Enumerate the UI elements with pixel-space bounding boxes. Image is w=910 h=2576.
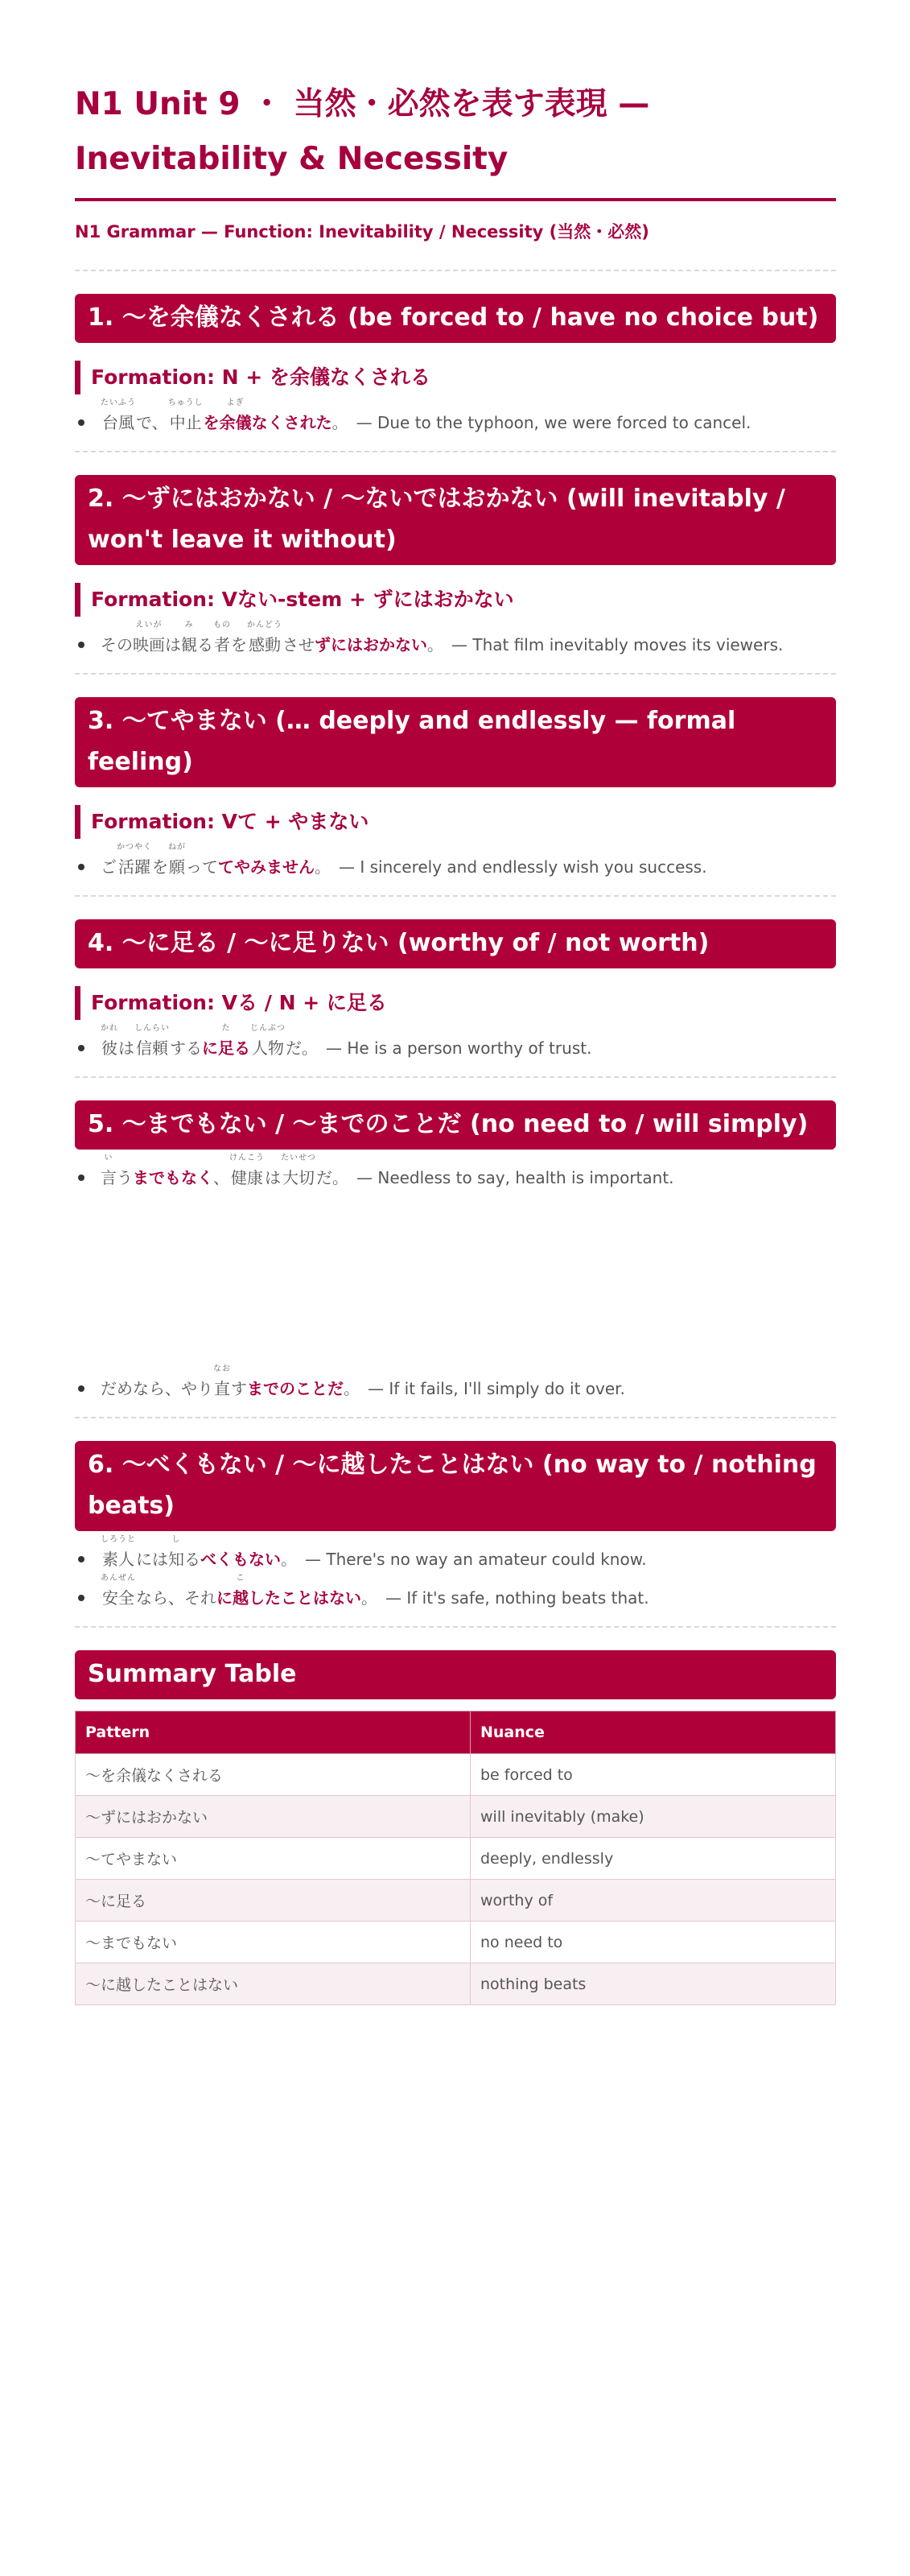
sentence-text [101, 842, 117, 881]
example-line [101, 1153, 674, 1191]
furigana [265, 1153, 281, 1164]
formation-label: Formation: Vて + やまない [75, 805, 836, 839]
sentence-text [202, 1023, 218, 1062]
section-heading: 5. 〜までもない / 〜までのことだ (no need to / will simply) [75, 1100, 836, 1150]
furigana: よぎ [226, 398, 245, 407]
furigana [231, 620, 247, 631]
grammar-highlight: したことはない [249, 1588, 361, 1608]
furigana: しんらい [134, 1024, 170, 1033]
base-text: は [265, 1168, 281, 1187]
furigana [101, 620, 133, 631]
base-text: 健康 [231, 1168, 263, 1187]
table-header-row [76, 1711, 836, 1754]
base-text: 。 [427, 635, 443, 654]
sentence-text [281, 1534, 297, 1573]
base-text: 知 [168, 1550, 184, 1569]
section-heading: 2. 〜ずにはおかない / 〜ないではおかない (will inevitably / won't leave it without) [75, 475, 836, 565]
sentence-text [427, 620, 443, 658]
ruby-word [101, 398, 136, 436]
bullet-icon [78, 419, 84, 426]
sentence-text [282, 620, 315, 658]
sentence-text [249, 1573, 361, 1612]
base-text: には [136, 1550, 168, 1569]
sentence-text [315, 620, 427, 658]
nuance-cell: be forced to [471, 1754, 836, 1796]
furigana [218, 842, 315, 853]
section-heading: 3. 〜てやまない (… deeply and endlessly — formal feeling) [75, 697, 836, 787]
sentence-text [170, 1023, 202, 1062]
furigana: い [104, 1154, 113, 1162]
furigana [118, 1023, 134, 1034]
sentence-text [101, 1364, 213, 1402]
base-text: を [231, 635, 247, 654]
bullet-icon [78, 864, 84, 870]
ruby-word [233, 1573, 249, 1612]
grammar-highlight: 越 [233, 1588, 249, 1608]
base-text: 観 [181, 635, 197, 654]
base-text: だめなら、やり [101, 1379, 213, 1398]
furigana: けんこう [229, 1154, 265, 1162]
furigana [361, 1573, 377, 1584]
base-text: 人物 [252, 1038, 284, 1058]
sentence-text [152, 842, 168, 881]
section-heading: 6. 〜べくもない / 〜に越したことはない (no way to / nothing beats) [75, 1441, 836, 1531]
ruby-word [133, 620, 165, 658]
base-text: る [184, 1550, 200, 1569]
english-gloss: — I sincerely and endlessly wish you success. [339, 857, 707, 877]
sentence-text [118, 1023, 134, 1062]
example-line [101, 1573, 649, 1612]
furigana [202, 1023, 218, 1034]
base-text: だ。 [316, 1168, 348, 1187]
table-row [76, 1922, 836, 1963]
furigana [170, 1023, 202, 1034]
furigana [286, 1023, 318, 1034]
furigana: ねが [168, 843, 186, 852]
table-row [76, 1963, 836, 2005]
furigana: かんどう [247, 621, 282, 630]
furigana [152, 842, 168, 853]
pattern-cell: 〜ずにはおかない [76, 1796, 471, 1838]
ruby-word [101, 1534, 136, 1573]
table-row [76, 1838, 836, 1880]
ruby-word [213, 1364, 231, 1402]
sentence-text [184, 1534, 200, 1573]
furigana [136, 398, 168, 409]
base-text: 感動 [249, 635, 281, 654]
furigana [165, 620, 181, 631]
example-sentence [75, 842, 836, 881]
furigana: み [184, 621, 194, 630]
grammar-highlight: に [216, 1588, 233, 1608]
grammar-highlight: なくされた [251, 413, 332, 432]
base-text: 者 [214, 635, 230, 654]
formation-label: Formation: N + を余儀なくされる [75, 361, 836, 394]
base-text: ご [101, 857, 117, 877]
sentence-text [231, 1364, 247, 1402]
bullet-icon [78, 1556, 84, 1563]
sentence-text [133, 1153, 213, 1191]
furigana [282, 620, 315, 631]
bullet-icon [78, 642, 84, 648]
base-text: 台風 [102, 413, 134, 432]
furigana [316, 1153, 348, 1164]
pattern-cell: 〜に越したことはない [76, 1963, 471, 2005]
ruby-word [101, 1573, 136, 1612]
furigana [101, 842, 117, 853]
furigana [213, 1153, 229, 1164]
ruby-word [134, 1023, 170, 1062]
base-text: 大切 [282, 1168, 315, 1187]
sentence-text [200, 1534, 281, 1573]
furigana [136, 1534, 168, 1546]
furigana: た [221, 1024, 231, 1033]
furigana [247, 1364, 344, 1375]
sentence-text [361, 1573, 377, 1612]
example-sentence [75, 1023, 836, 1062]
base-text: 直 [214, 1379, 230, 1398]
furigana: し [171, 1535, 181, 1544]
furigana: じんぶつ [250, 1024, 286, 1033]
sentence-text [136, 398, 168, 436]
base-text: 。 [281, 1550, 297, 1569]
base-text: 。 [344, 1379, 360, 1398]
bullet-icon [78, 1385, 84, 1392]
ruby-word [181, 620, 197, 658]
furigana [252, 398, 332, 409]
example-line [101, 398, 751, 436]
section-heading: 4. 〜に足る / 〜に足りない (worthy of / not worth) [75, 919, 836, 968]
example-sentence [75, 1364, 836, 1402]
ruby-word [229, 1153, 265, 1191]
sentence-text [315, 842, 331, 881]
pattern-cell: 〜に足る [76, 1880, 471, 1922]
base-text: う [117, 1168, 133, 1187]
english-gloss: — Due to the typhoon, we were forced to cancel. [356, 413, 751, 432]
bullet-icon [78, 1595, 84, 1601]
summary-table [75, 1711, 836, 2005]
example-line [101, 620, 783, 658]
nuance-cell: worthy of [471, 1880, 836, 1922]
ruby-word [168, 842, 186, 881]
sentence-text [231, 620, 247, 658]
column-header: Nuance [471, 1711, 836, 1754]
grammar-highlight: に [202, 1038, 218, 1058]
base-text: って [186, 857, 218, 877]
english-gloss: — He is a person worthy of trust. [326, 1038, 592, 1058]
base-text: 彼 [101, 1038, 117, 1058]
base-text: 素人 [102, 1550, 134, 1569]
table-row [76, 1754, 836, 1796]
sentence-text [186, 842, 218, 881]
example-sentence [75, 1534, 836, 1573]
base-text: は [118, 1038, 134, 1058]
ruby-word [247, 620, 282, 658]
document [75, 0, 836, 2005]
base-text: を [152, 857, 168, 877]
grammar-highlight: を [203, 413, 220, 432]
furigana: かれ [101, 1024, 118, 1033]
base-text: なら、それ [136, 1588, 216, 1608]
furigana [186, 842, 218, 853]
grammar-highlight: べくもない [200, 1550, 281, 1569]
furigana [204, 398, 220, 409]
base-text: 中止 [169, 413, 202, 432]
sentence-text [136, 1573, 216, 1612]
example-sentence [75, 620, 836, 658]
section-heading: 1. 〜を余儀なくされる (be forced to / have no choice but) [75, 294, 836, 343]
pattern-cell: 〜までもない [76, 1922, 471, 1963]
base-text: 安全 [102, 1588, 134, 1608]
sentence-text [165, 620, 181, 658]
nuance-cell: nothing beats [471, 1963, 836, 2005]
furigana: かつやく [117, 843, 152, 852]
furigana [344, 1364, 360, 1375]
english-gloss: — If it fails, I'll simply do it over. [368, 1379, 625, 1398]
sentence-text [204, 398, 220, 436]
ruby-word [250, 1023, 286, 1062]
furigana [101, 1364, 213, 1375]
furigana: しろうと [101, 1535, 136, 1544]
sentence-text [117, 1153, 133, 1191]
base-text: は [165, 635, 181, 654]
furigana [315, 842, 331, 853]
english-gloss: — If it's safe, nothing beats that. [385, 1588, 649, 1608]
furigana: たいせつ [281, 1154, 316, 1162]
sentence-text [252, 398, 332, 436]
sentence-text [332, 398, 348, 436]
furigana: たいふう [101, 398, 136, 407]
nuance-cell: will inevitably (make) [471, 1796, 836, 1838]
pattern-cell: 〜を余儀なくされる [76, 1754, 471, 1796]
sentence-text [197, 620, 213, 658]
example-sentence [75, 398, 836, 436]
ruby-word [213, 620, 231, 658]
grammar-highlight: てやみません [218, 857, 315, 877]
base-text: 願 [169, 857, 185, 877]
furigana [332, 398, 348, 409]
ruby-word [168, 398, 204, 436]
example-sentence [75, 1573, 836, 1612]
furigana [427, 620, 443, 631]
furigana: なお [213, 1364, 231, 1373]
sentence-text [216, 1573, 233, 1612]
furigana [216, 1573, 233, 1584]
sentence-text [316, 1153, 348, 1191]
base-text: 、 [213, 1168, 229, 1187]
base-text: 。 [361, 1588, 377, 1608]
ruby-word [281, 1153, 316, 1191]
title-rule [75, 198, 836, 201]
furigana [315, 620, 427, 631]
base-text: 。 [331, 413, 348, 432]
table-row [76, 1880, 836, 1922]
grammar-highlight: までのことだ [247, 1379, 344, 1398]
grammar-highlight: までもなく [133, 1168, 213, 1187]
bullet-icon [78, 1174, 84, 1181]
furigana [231, 1364, 247, 1375]
sentence-text [286, 1023, 318, 1062]
summary-heading: Summary Table [75, 1650, 836, 1699]
ruby-word [101, 1023, 118, 1062]
example-line [101, 1023, 591, 1062]
furigana: えいが [135, 621, 163, 630]
sentence-text [265, 1153, 281, 1191]
furigana [281, 1534, 297, 1546]
sentence-text [234, 1023, 250, 1062]
pattern-cell: 〜てやまない [76, 1838, 471, 1880]
furigana: あんぜん [101, 1574, 136, 1583]
english-gloss: — That film inevitably moves its viewers. [451, 635, 784, 654]
base-text: す [231, 1379, 247, 1398]
furigana [184, 1534, 200, 1546]
sentence-text [247, 1364, 344, 1402]
ruby-word [117, 842, 152, 881]
furigana [133, 1153, 213, 1164]
base-text: る [197, 635, 213, 654]
nuance-cell: no need to [471, 1922, 836, 1963]
sentence-text [136, 1534, 168, 1573]
sentence-text [218, 842, 315, 881]
ruby-word [220, 398, 252, 436]
formation-label: Formation: Vない-stem + ずにはおかない [75, 583, 836, 617]
example-line [101, 1364, 625, 1402]
formation-label: Formation: Vる / N + に足る [75, 986, 836, 1020]
furigana [234, 1023, 250, 1034]
page-subtitle: N1 Grammar — Function: Inevitability / Necessity (当然・必然) [75, 222, 649, 242]
base-text: 映画 [133, 635, 165, 654]
base-text: する [170, 1038, 202, 1058]
grammar-highlight: 余儀 [219, 413, 252, 432]
base-text: 活躍 [118, 857, 150, 877]
furigana: こ [236, 1574, 245, 1583]
example-sentence [75, 1153, 836, 1191]
page-title: N1 Unit 9 ・ 当然・必然を表す表現 — Inevitability & Necessity [75, 86, 650, 177]
nuance-cell: deeply, endlessly [471, 1838, 836, 1880]
furigana [200, 1534, 281, 1546]
base-text: で、 [136, 413, 168, 432]
furigana [197, 620, 213, 631]
ruby-word [218, 1023, 234, 1062]
base-text: 信頼 [136, 1038, 168, 1058]
grammar-highlight: る [234, 1038, 250, 1058]
english-gloss: — Needless to say, health is important. [356, 1168, 674, 1187]
sentence-text [344, 1364, 360, 1402]
bullet-icon [78, 1045, 84, 1051]
table-row [76, 1796, 836, 1838]
grammar-highlight: 足 [218, 1038, 234, 1058]
furigana [249, 1573, 361, 1584]
base-text: させ [282, 635, 315, 654]
sentence-text [101, 620, 133, 658]
base-text: その [101, 635, 133, 654]
grammar-highlight: ずにはおかない [315, 635, 427, 654]
base-text: 言 [101, 1168, 117, 1187]
furigana: もの [213, 621, 231, 630]
ruby-word [168, 1534, 184, 1573]
example-line [101, 1534, 647, 1573]
column-header: Pattern [76, 1711, 471, 1754]
furigana [136, 1573, 216, 1584]
base-text: だ。 [286, 1038, 318, 1058]
english-gloss: — There's no way an amateur could know. [305, 1550, 647, 1569]
example-line [101, 842, 707, 881]
base-text: 。 [315, 857, 331, 877]
furigana: ちゅうし [167, 398, 204, 407]
furigana [117, 1153, 133, 1164]
sentence-text [213, 1153, 229, 1191]
ruby-word [101, 1153, 117, 1191]
